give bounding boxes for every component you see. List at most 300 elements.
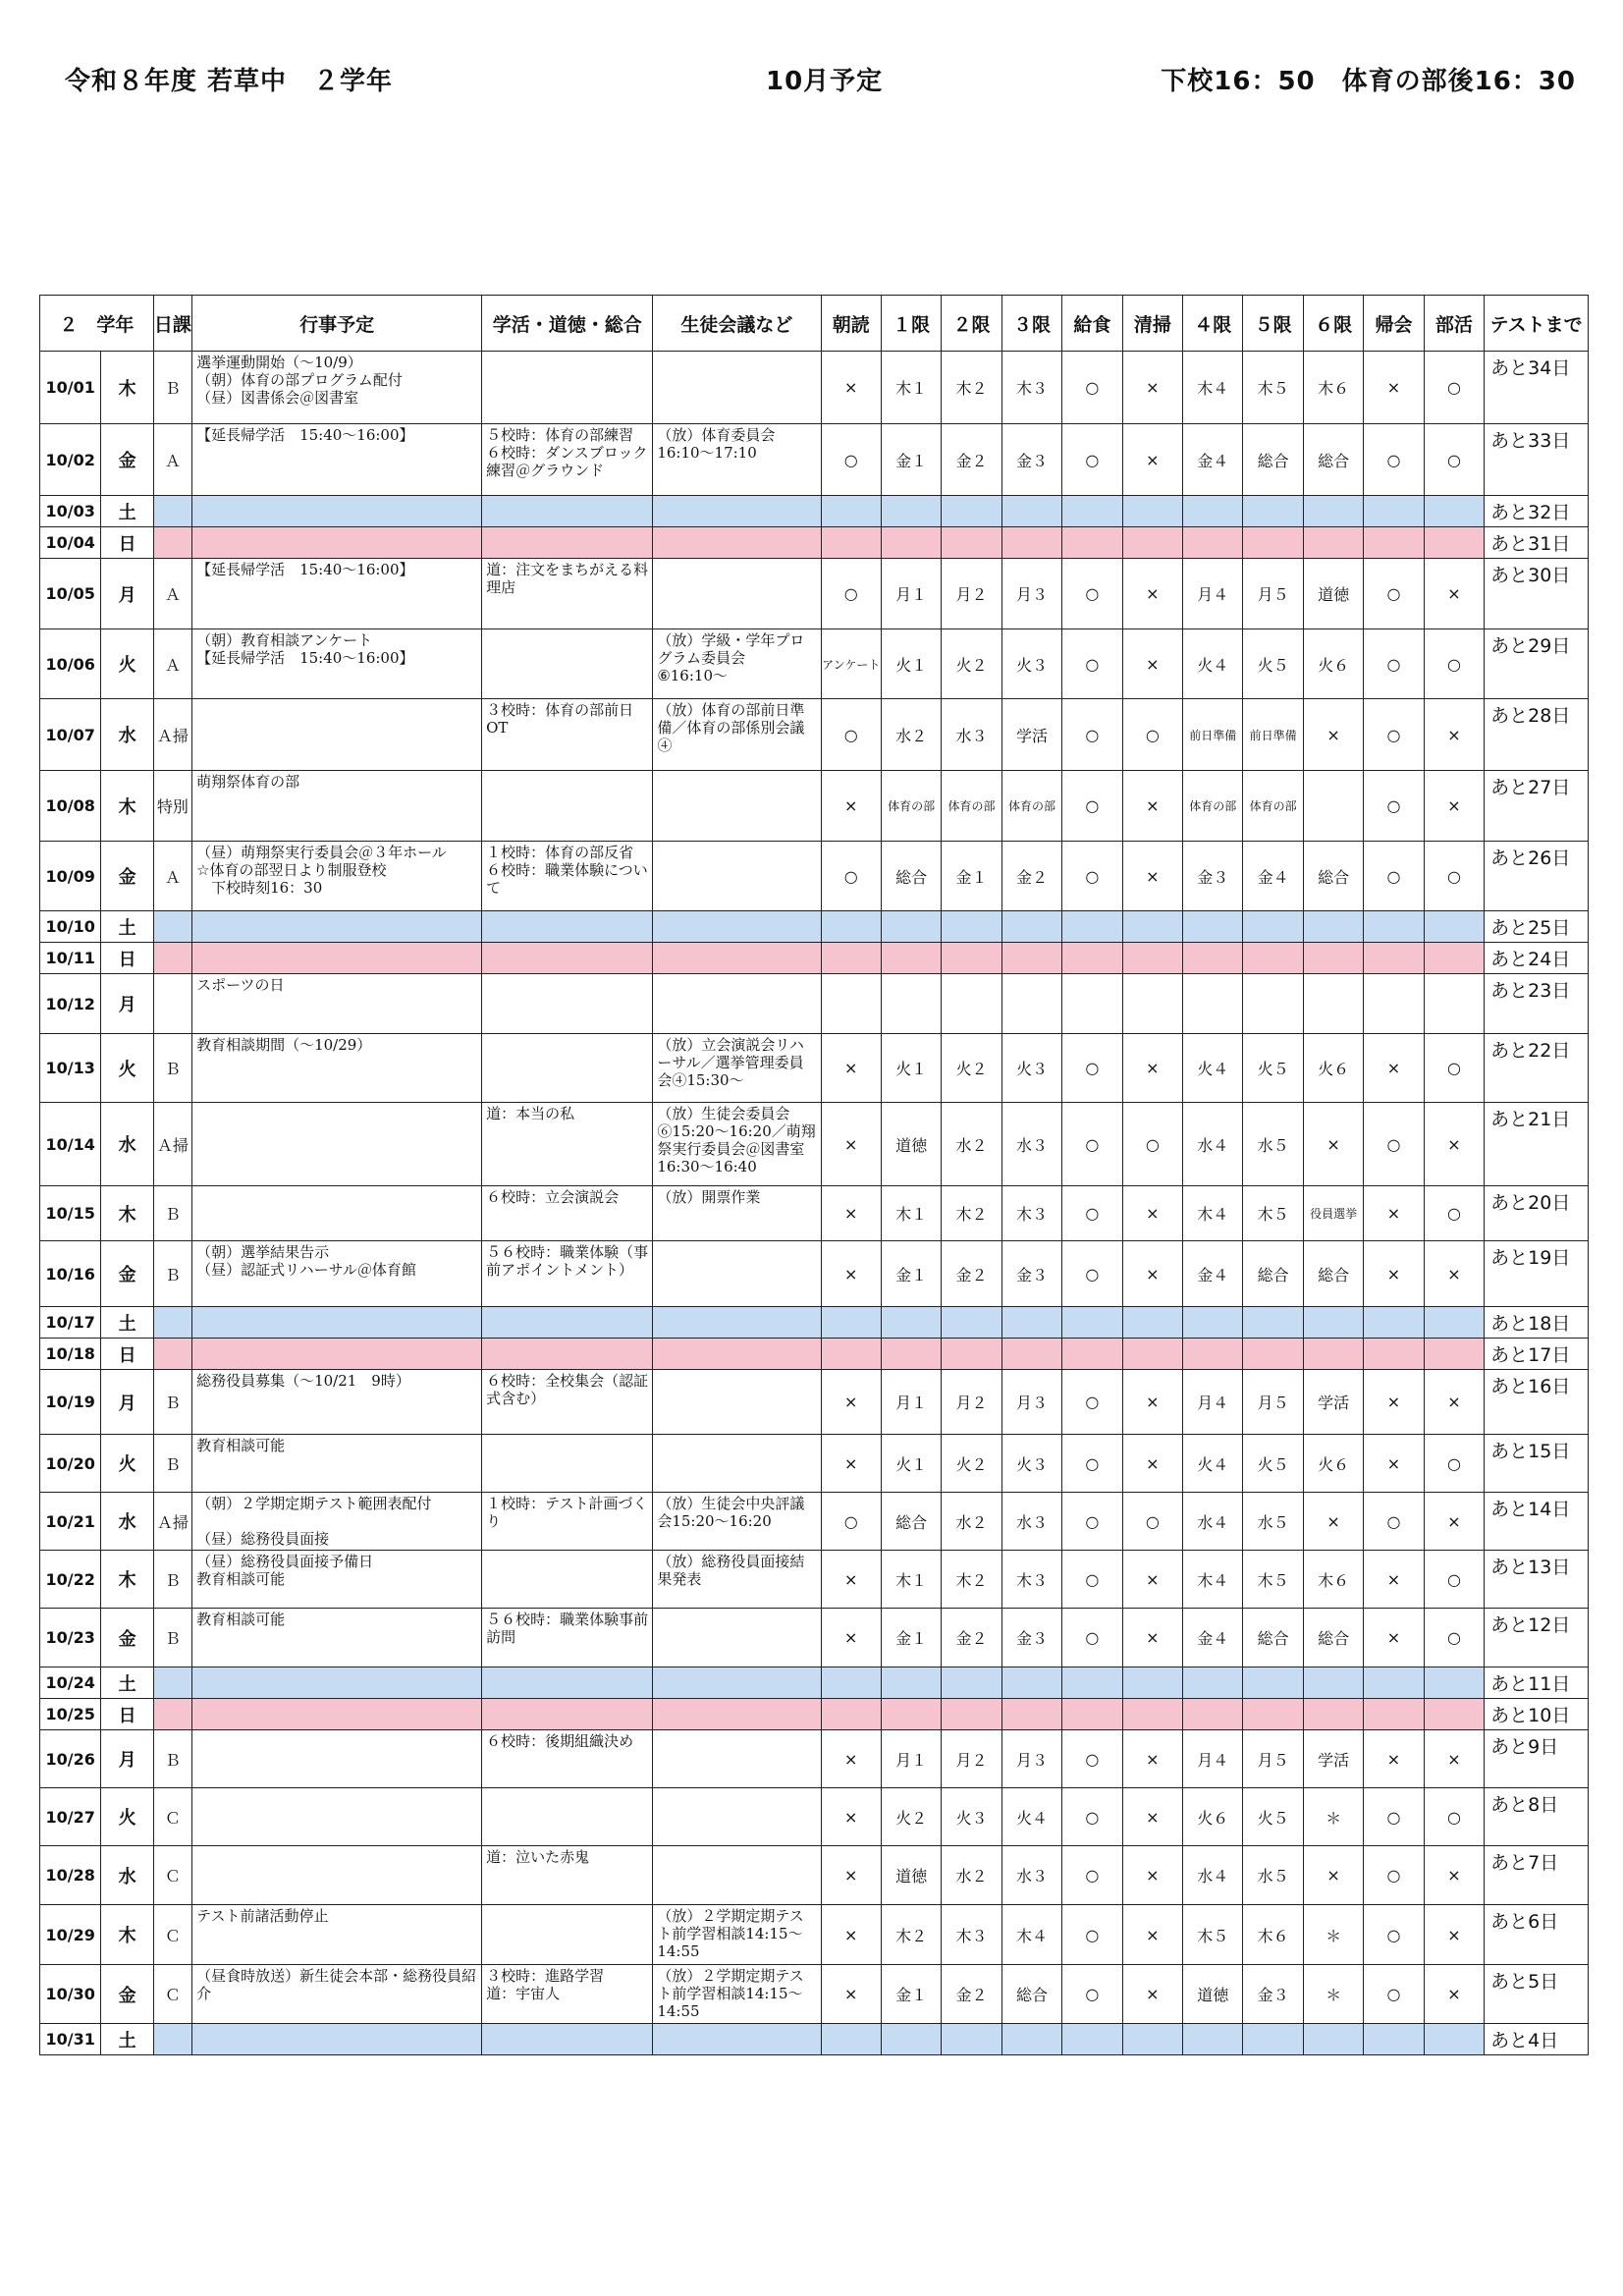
kaeri-cell: ○ xyxy=(1364,1493,1424,1551)
nikka-cell: Ｂ xyxy=(153,1034,191,1103)
p5-cell: 月５ xyxy=(1243,559,1303,629)
kaeri-cell: ○ xyxy=(1364,1846,1424,1905)
col-header: ２ 学年 xyxy=(40,296,154,352)
gyoji-cell xyxy=(192,496,482,527)
p1-cell: 木１ xyxy=(881,1186,941,1241)
test-countdown-cell: あと26日 xyxy=(1485,842,1589,911)
kyushoku-cell: ○ xyxy=(1062,771,1122,842)
col-header: 生徒会議など xyxy=(653,296,821,352)
kaeri-cell: × xyxy=(1364,1435,1424,1493)
bukatsu-cell: ○ xyxy=(1424,1551,1484,1609)
kyushoku-cell xyxy=(1062,496,1122,527)
gakkatsu-cell xyxy=(482,771,653,842)
weekday-cell: 水 xyxy=(101,699,153,771)
p3-cell: 学活 xyxy=(1001,699,1061,771)
weekday-cell: 火 xyxy=(101,1435,153,1493)
kaeri-cell: × xyxy=(1364,1186,1424,1241)
bukatsu-cell xyxy=(1424,496,1484,527)
p4-cell: 月４ xyxy=(1183,559,1243,629)
date-cell: 10/21 xyxy=(40,1493,101,1551)
seiso-cell xyxy=(1122,496,1182,527)
p5-cell: 水５ xyxy=(1243,1493,1303,1551)
asa-cell: × xyxy=(821,352,881,424)
p4-cell: 体育の部 xyxy=(1183,771,1243,842)
p4-cell: 月４ xyxy=(1183,1730,1243,1788)
p3-cell: 木４ xyxy=(1001,1905,1061,1965)
seiso-cell: × xyxy=(1122,1788,1182,1846)
p5-cell: 総合 xyxy=(1243,1241,1303,1307)
gyoji-cell: （朝）選挙結果告示 （昼）認証式リハーサル＠体育館 xyxy=(192,1241,482,1307)
test-countdown-cell: あと10日 xyxy=(1485,1699,1589,1730)
test-countdown-cell: あと20日 xyxy=(1485,1186,1589,1241)
col-header: 清掃 xyxy=(1122,296,1182,352)
p2-cell xyxy=(942,527,1001,559)
test-countdown-cell: あと4日 xyxy=(1485,2024,1589,2055)
test-countdown-cell: あと21日 xyxy=(1485,1103,1589,1186)
weekday-cell: 火 xyxy=(101,1788,153,1846)
asa-cell: × xyxy=(821,1965,881,2024)
kaeri-cell: × xyxy=(1364,1730,1424,1788)
gakkatsu-cell: ６校時：全校集会（認証式含む） xyxy=(482,1370,653,1435)
date-cell: 10/30 xyxy=(40,1965,101,2024)
gyoji-cell: 萌翔祭体育の部 xyxy=(192,771,482,842)
p3-cell xyxy=(1001,974,1061,1034)
asa-cell xyxy=(821,943,881,974)
p4-cell: 火４ xyxy=(1183,1435,1243,1493)
p5-cell: 月５ xyxy=(1243,1370,1303,1435)
p6-cell xyxy=(1303,2024,1363,2055)
bukatsu-cell xyxy=(1424,974,1484,1034)
gyoji-cell xyxy=(192,2024,482,2055)
asa-cell: × xyxy=(821,1370,881,1435)
seitokai-cell: （放）２学期定期テスト前学習相談14:15～14:55 xyxy=(653,1905,821,1965)
weekday-cell: 金 xyxy=(101,842,153,911)
seitokai-cell xyxy=(653,1370,821,1435)
gyoji-cell: 【延長帰学活 15:40～16:00】 xyxy=(192,424,482,496)
test-countdown-cell: あと24日 xyxy=(1485,943,1589,974)
seiso-cell xyxy=(1122,527,1182,559)
p2-cell: 水３ xyxy=(942,699,1001,771)
bukatsu-cell: ○ xyxy=(1424,842,1484,911)
weekday-cell: 金 xyxy=(101,424,153,496)
p1-cell: 月１ xyxy=(881,559,941,629)
p5-cell xyxy=(1243,2024,1303,2055)
kaeri-cell: × xyxy=(1364,1551,1424,1609)
bukatsu-cell: × xyxy=(1424,1730,1484,1788)
col-header: 朝読 xyxy=(821,296,881,352)
asa-cell: × xyxy=(821,1905,881,1965)
p2-cell xyxy=(942,1667,1001,1699)
seitokai-cell: （放）生徒会委員会 ⑥15:20～16:20／萌翔祭実行委員会＠図書室16:30～16:40 xyxy=(653,1103,821,1186)
p6-cell: 総合 xyxy=(1303,1241,1363,1307)
table-row xyxy=(40,974,1589,1034)
kaeri-cell xyxy=(1364,2024,1424,2055)
p6-cell: × xyxy=(1303,1103,1363,1186)
p6-cell xyxy=(1303,1699,1363,1730)
kyushoku-cell: ○ xyxy=(1062,1493,1122,1551)
p2-cell: 水２ xyxy=(942,1493,1001,1551)
p4-cell xyxy=(1183,1699,1243,1730)
p2-cell xyxy=(942,1307,1001,1339)
kyushoku-cell: ○ xyxy=(1062,842,1122,911)
p4-cell xyxy=(1183,974,1243,1034)
asa-cell: × xyxy=(821,1846,881,1905)
test-countdown-cell: あと15日 xyxy=(1485,1435,1589,1493)
p3-cell xyxy=(1001,1699,1061,1730)
date-cell: 10/01 xyxy=(40,352,101,424)
p6-cell: 学活 xyxy=(1303,1730,1363,1788)
bukatsu-cell xyxy=(1424,911,1484,943)
p4-cell xyxy=(1183,2024,1243,2055)
test-countdown-cell: あと8日 xyxy=(1485,1788,1589,1846)
test-countdown-cell: あと19日 xyxy=(1485,1241,1589,1307)
p5-cell: 火５ xyxy=(1243,1788,1303,1846)
bukatsu-cell: ○ xyxy=(1424,1788,1484,1846)
p2-cell: 火２ xyxy=(942,629,1001,699)
table-row xyxy=(40,527,1589,559)
bukatsu-cell: × xyxy=(1424,1965,1484,2024)
date-cell: 10/16 xyxy=(40,1241,101,1307)
p2-cell: 月２ xyxy=(942,559,1001,629)
p6-cell: ＊ xyxy=(1303,1965,1363,2024)
p4-cell: 木５ xyxy=(1183,1905,1243,1965)
kaeri-cell xyxy=(1364,496,1424,527)
p4-cell: 水４ xyxy=(1183,1846,1243,1905)
p6-cell: ＊ xyxy=(1303,1905,1363,1965)
asa-cell: × xyxy=(821,1551,881,1609)
col-header: 行事予定 xyxy=(192,296,482,352)
date-cell: 10/04 xyxy=(40,527,101,559)
date-cell: 10/08 xyxy=(40,771,101,842)
p4-cell xyxy=(1183,496,1243,527)
gakkatsu-cell xyxy=(482,1667,653,1699)
kaeri-cell: ○ xyxy=(1364,771,1424,842)
p2-cell: 月２ xyxy=(942,1730,1001,1788)
asa-cell: × xyxy=(821,1435,881,1493)
col-header: 日課 xyxy=(153,296,191,352)
seiso-cell xyxy=(1122,974,1182,1034)
seitokai-cell: （放）立会演説会リハーサル／選挙管理委員会④15:30～ xyxy=(653,1034,821,1103)
gyoji-cell xyxy=(192,1339,482,1370)
seiso-cell: × xyxy=(1122,1435,1182,1493)
kaeri-cell xyxy=(1364,1699,1424,1730)
table-row xyxy=(40,496,1589,527)
gyoji-cell xyxy=(192,1846,482,1905)
date-cell: 10/07 xyxy=(40,699,101,771)
p4-cell xyxy=(1183,1307,1243,1339)
table-row xyxy=(40,1699,1589,1730)
kyushoku-cell: ○ xyxy=(1062,424,1122,496)
p5-cell xyxy=(1243,1667,1303,1699)
bukatsu-cell: × xyxy=(1424,1905,1484,1965)
p1-cell: 木１ xyxy=(881,352,941,424)
col-header: ６限 xyxy=(1303,296,1363,352)
p4-cell xyxy=(1183,911,1243,943)
asa-cell: ○ xyxy=(821,1493,881,1551)
kaeri-cell: × xyxy=(1364,1034,1424,1103)
weekday-cell: 木 xyxy=(101,1905,153,1965)
p6-cell xyxy=(1303,911,1363,943)
table-row xyxy=(40,1788,1589,1846)
p5-cell: 前日準備 xyxy=(1243,699,1303,771)
p1-cell: 月１ xyxy=(881,1730,941,1788)
nikka-cell: Ａ xyxy=(153,424,191,496)
asa-cell: ○ xyxy=(821,699,881,771)
p3-cell xyxy=(1001,1339,1061,1370)
nikka-cell xyxy=(153,527,191,559)
kaeri-cell xyxy=(1364,974,1424,1034)
p4-cell: 水４ xyxy=(1183,1493,1243,1551)
date-cell: 10/27 xyxy=(40,1788,101,1846)
seitokai-cell xyxy=(653,911,821,943)
gakkatsu-cell: ５６校時：職業体験（事前アポイントメント） xyxy=(482,1241,653,1307)
gakkatsu-cell: ３校時：体育の部前日OT xyxy=(482,699,653,771)
kyushoku-cell xyxy=(1062,974,1122,1034)
nikka-cell: Ａ掃 xyxy=(153,1103,191,1186)
date-cell: 10/28 xyxy=(40,1846,101,1905)
p5-cell: 水５ xyxy=(1243,1103,1303,1186)
gakkatsu-cell: ３校時：進路学習 道：宇宙人 xyxy=(482,1965,653,2024)
bukatsu-cell xyxy=(1424,527,1484,559)
asa-cell: ○ xyxy=(821,559,881,629)
p3-cell: 火４ xyxy=(1001,1788,1061,1846)
gakkatsu-cell: ５６校時：職業体験事前訪問 xyxy=(482,1609,653,1667)
p3-cell xyxy=(1001,911,1061,943)
gakkatsu-cell: 道：注文をまちがえる料理店 xyxy=(482,559,653,629)
p2-cell: 水２ xyxy=(942,1846,1001,1905)
table-row xyxy=(40,352,1589,424)
table-row xyxy=(40,1551,1589,1609)
test-countdown-cell: あと17日 xyxy=(1485,1339,1589,1370)
seitokai-cell: （放）２学期定期テスト前学習相談14:15～14:55 xyxy=(653,1965,821,2024)
nikka-cell xyxy=(153,1339,191,1370)
date-cell: 10/03 xyxy=(40,496,101,527)
table-row xyxy=(40,1241,1589,1307)
p3-cell xyxy=(1001,943,1061,974)
bukatsu-cell xyxy=(1424,1307,1484,1339)
asa-cell: × xyxy=(821,1034,881,1103)
seitokai-cell xyxy=(653,1730,821,1788)
asa-cell xyxy=(821,1307,881,1339)
gyoji-cell: （朝）２学期定期テスト範囲表配付 （昼）総務役員面接 xyxy=(192,1493,482,1551)
table-row xyxy=(40,1186,1589,1241)
bukatsu-cell xyxy=(1424,943,1484,974)
weekday-cell: 水 xyxy=(101,1493,153,1551)
p2-cell: 木２ xyxy=(942,352,1001,424)
bukatsu-cell: ○ xyxy=(1424,629,1484,699)
table-row xyxy=(40,629,1589,699)
bukatsu-cell xyxy=(1424,2024,1484,2055)
nikka-cell: Ｂ xyxy=(153,1241,191,1307)
seiso-cell: × xyxy=(1122,559,1182,629)
weekday-cell: 金 xyxy=(101,1241,153,1307)
p6-cell xyxy=(1303,496,1363,527)
seiso-cell: ○ xyxy=(1122,1493,1182,1551)
test-countdown-cell: あと5日 xyxy=(1485,1965,1589,2024)
p1-cell xyxy=(881,527,941,559)
col-header: １限 xyxy=(881,296,941,352)
p1-cell xyxy=(881,911,941,943)
p6-cell: 火６ xyxy=(1303,1435,1363,1493)
seitokai-cell xyxy=(653,1241,821,1307)
nikka-cell: Ｂ xyxy=(153,1551,191,1609)
seiso-cell xyxy=(1122,911,1182,943)
p5-cell: 火５ xyxy=(1243,1435,1303,1493)
bukatsu-cell xyxy=(1424,1699,1484,1730)
test-countdown-cell: あと16日 xyxy=(1485,1370,1589,1435)
p6-cell: × xyxy=(1303,699,1363,771)
seiso-cell: × xyxy=(1122,842,1182,911)
gyoji-cell: （昼食時放送）新生徒会本部・総務役員紹介 xyxy=(192,1965,482,2024)
kyushoku-cell xyxy=(1062,943,1122,974)
seiso-cell: × xyxy=(1122,1241,1182,1307)
gakkatsu-cell xyxy=(482,1551,653,1609)
kyushoku-cell: ○ xyxy=(1062,1788,1122,1846)
nikka-cell xyxy=(153,911,191,943)
gakkatsu-cell: 道：本当の私 xyxy=(482,1103,653,1186)
bukatsu-cell xyxy=(1424,1667,1484,1699)
p1-cell: 道徳 xyxy=(881,1103,941,1186)
p5-cell xyxy=(1243,527,1303,559)
table-row xyxy=(40,911,1589,943)
seitokai-cell xyxy=(653,1788,821,1846)
gakkatsu-cell xyxy=(482,911,653,943)
test-countdown-cell: あと22日 xyxy=(1485,1034,1589,1103)
gakkatsu-cell xyxy=(482,527,653,559)
gyoji-cell xyxy=(192,1730,482,1788)
gakkatsu-cell: ６校時：後期組織決め xyxy=(482,1730,653,1788)
p2-cell: 体育の部 xyxy=(942,771,1001,842)
gyoji-cell: （昼）総務役員面接予備日 教育相談可能 xyxy=(192,1551,482,1609)
p2-cell: 火３ xyxy=(942,1788,1001,1846)
seitokai-cell xyxy=(653,974,821,1034)
p4-cell xyxy=(1183,1667,1243,1699)
table-row xyxy=(40,1307,1589,1339)
p6-cell: ＊ xyxy=(1303,1788,1363,1846)
p3-cell: 金２ xyxy=(1001,842,1061,911)
seiso-cell: × xyxy=(1122,424,1182,496)
table-row xyxy=(40,2024,1589,2055)
weekday-cell: 火 xyxy=(101,1034,153,1103)
p1-cell: 体育の部 xyxy=(881,771,941,842)
p4-cell: 火６ xyxy=(1183,1788,1243,1846)
bukatsu-cell: ○ xyxy=(1424,1435,1484,1493)
seiso-cell: × xyxy=(1122,1846,1182,1905)
gakkatsu-cell: １校時：テスト計画づくり xyxy=(482,1493,653,1551)
date-cell: 10/24 xyxy=(40,1667,101,1699)
seiso-cell xyxy=(1122,1307,1182,1339)
p5-cell: 金４ xyxy=(1243,842,1303,911)
p6-cell xyxy=(1303,1667,1363,1699)
weekday-cell: 月 xyxy=(101,1370,153,1435)
seitokai-cell: （放）学級・学年プログラム委員会 ⑥16:10～ xyxy=(653,629,821,699)
p1-cell: 金１ xyxy=(881,1965,941,2024)
kyushoku-cell: ○ xyxy=(1062,1965,1122,2024)
col-header: テストまで xyxy=(1485,296,1589,352)
weekday-cell: 日 xyxy=(101,1699,153,1730)
p3-cell: 火３ xyxy=(1001,1435,1061,1493)
p6-cell: 総合 xyxy=(1303,424,1363,496)
nikka-cell xyxy=(153,943,191,974)
gakkatsu-cell xyxy=(482,496,653,527)
date-cell: 10/06 xyxy=(40,629,101,699)
p2-cell xyxy=(942,496,1001,527)
p1-cell: 金１ xyxy=(881,1609,941,1667)
p2-cell xyxy=(942,1339,1001,1370)
date-cell: 10/23 xyxy=(40,1609,101,1667)
kyushoku-cell: ○ xyxy=(1062,1186,1122,1241)
p2-cell: 木３ xyxy=(942,1905,1001,1965)
header-dismissal-time: 下校16：50 体育の部後16：30 xyxy=(1161,67,1576,96)
kaeri-cell: ○ xyxy=(1364,1965,1424,2024)
p5-cell: 火５ xyxy=(1243,629,1303,699)
table-row xyxy=(40,559,1589,629)
kaeri-cell: ○ xyxy=(1364,699,1424,771)
seitokai-cell xyxy=(653,1846,821,1905)
table-row xyxy=(40,943,1589,974)
gyoji-cell: 選挙運動開始（～10/9） （朝）体育の部プログラム配付 （昼）図書係会＠図書室 xyxy=(192,352,482,424)
p1-cell xyxy=(881,974,941,1034)
bukatsu-cell: × xyxy=(1424,1370,1484,1435)
p3-cell: 月３ xyxy=(1001,1730,1061,1788)
p5-cell xyxy=(1243,943,1303,974)
asa-cell xyxy=(821,911,881,943)
p6-cell: 道徳 xyxy=(1303,559,1363,629)
p4-cell: 月４ xyxy=(1183,1370,1243,1435)
p6-cell: 火６ xyxy=(1303,1034,1363,1103)
weekday-cell: 月 xyxy=(101,559,153,629)
gyoji-cell xyxy=(192,1186,482,1241)
kyushoku-cell: ○ xyxy=(1062,629,1122,699)
gyoji-cell: 教育相談期間（～10/29） xyxy=(192,1034,482,1103)
seiso-cell: × xyxy=(1122,352,1182,424)
bukatsu-cell: × xyxy=(1424,699,1484,771)
nikka-cell xyxy=(153,974,191,1034)
asa-cell: × xyxy=(821,1609,881,1667)
p4-cell xyxy=(1183,943,1243,974)
weekday-cell: 日 xyxy=(101,943,153,974)
date-cell: 10/14 xyxy=(40,1103,101,1186)
date-cell: 10/29 xyxy=(40,1905,101,1965)
seitokai-cell xyxy=(653,1667,821,1699)
seiso-cell xyxy=(1122,1667,1182,1699)
p6-cell: 木６ xyxy=(1303,352,1363,424)
seiso-cell: × xyxy=(1122,1034,1182,1103)
p1-cell: 月１ xyxy=(881,1370,941,1435)
gyoji-cell xyxy=(192,527,482,559)
test-countdown-cell: あと28日 xyxy=(1485,699,1589,771)
p5-cell xyxy=(1243,496,1303,527)
kyushoku-cell: ○ xyxy=(1062,1435,1122,1493)
bukatsu-cell: ○ xyxy=(1424,1034,1484,1103)
p4-cell xyxy=(1183,527,1243,559)
kaeri-cell: ○ xyxy=(1364,1905,1424,1965)
p4-cell: 道徳 xyxy=(1183,1965,1243,2024)
p1-cell: 金１ xyxy=(881,1241,941,1307)
nikka-cell xyxy=(153,1699,191,1730)
p3-cell: 金３ xyxy=(1001,424,1061,496)
p6-cell xyxy=(1303,943,1363,974)
nikka-cell: Ｂ xyxy=(153,1435,191,1493)
p3-cell xyxy=(1001,2024,1061,2055)
test-countdown-cell: あと25日 xyxy=(1485,911,1589,943)
test-countdown-cell: あと23日 xyxy=(1485,974,1589,1034)
date-cell: 10/31 xyxy=(40,2024,101,2055)
kyushoku-cell: ○ xyxy=(1062,1034,1122,1103)
col-header: 帰会 xyxy=(1364,296,1424,352)
seitokai-cell: （放）生徒会中央評議会15:20～16:20 xyxy=(653,1493,821,1551)
nikka-cell: Ｃ xyxy=(153,1905,191,1965)
